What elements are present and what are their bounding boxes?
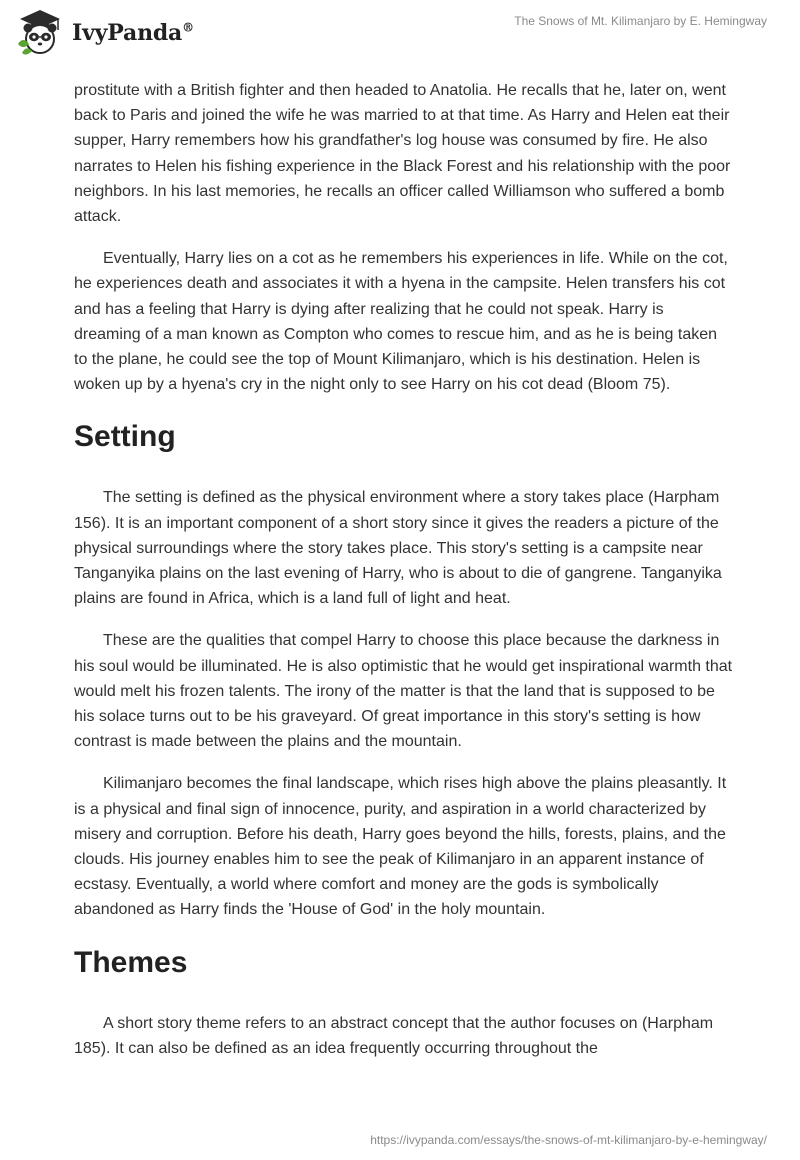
paragraph: Eventually, Harry lies on a cot as he remembers his experiences in life. While on the cot, he experiences death and associates it with a hyena in the campsite. Helen transfers his cot and has a feeling that Harry is dying after realizing that he could not speak. Harry is dreaming of a man known as Compton who comes to rescue him, and as he is being taken to the plane, he could see the top of Mount Kilimanjaro, which is his destination. Helen is woken up by a hyena's cry in the night only to see Harry on his cot dead (Bloom 75).	[74, 250, 728, 394]
paragraph: prostitute with a British fighter and then headed to Anatolia. He recalls that he, later on, went back to Paris and joined the wife he was married to at that time. As Harry and Helen eat their supper, Harry remembers how his grandfather's log house was consumed by fire. He also narrates to Helen his fishing experience in the Black Forest and his relationship with the poor neighbors. In his last memories, he recalls an officer called Williamson who suffered a bomb attack.	[74, 82, 731, 226]
source-url[interactable]: https://ivypanda.com/essays/the-snows-of-mt-kilimanjaro-by-e-hemingway/	[370, 1133, 767, 1147]
section-heading-themes: Themes	[74, 945, 188, 979]
paragraph: These are the qualities that compel Harry to choose this place because the darkness in his soul would be illuminated. He is also optimistic that he would get inspirational warmth that would melt his frozen talents. The irony of the matter is that the land that is supposed to be his solace turns out to be his graveyard. Of great importance in this story's setting is how contrast is made between the plains and the mountain.	[74, 632, 733, 751]
page-header	[0, 0, 800, 70]
essay-content	[74, 78, 734, 1078]
ivypanda-logo[interactable]	[14, 8, 194, 58]
section-heading-setting: Setting	[74, 420, 176, 454]
logo-wordmark: IvyPanda®	[72, 20, 194, 46]
panda-graduate-icon	[14, 8, 66, 58]
paragraph: A short story theme refers to an abstract concept that the author focuses on (Harpham 185). It can also be defined as an idea frequently occurring throughout the	[74, 1014, 714, 1057]
paragraph: Kilimanjaro becomes the final landscape, which rises high above the plains pleasantly. It is a physical and final sign of innocence, purity, and aspiration in a world characterized by misery and corruption. Before his death, Harry goes beyond the hills, forests, plains, and the clouds. His journey enables him to see the peak of Kilimanjaro in an apparent instance of ecstasy. Eventually, a world where comfort and money are the gods is symbolically abandoned as Harry finds the 'House of God' in the holy mountain.	[74, 775, 727, 919]
paragraph: The setting is defined as the physical environment where a story takes place (Harpham 156). It is an important component of a short story since it gives the readers a picture of the physical surroundings where the story takes place. This story's setting is a campsite near Tanganyika plains on the last evening of Harry, who is about to die of gangrene. Tanganyika plains are found in Africa, which is a land full of light and heat.	[74, 489, 722, 608]
document-title: The Snows of Mt. Kilimanjaro by E. Hemingway	[514, 14, 767, 28]
